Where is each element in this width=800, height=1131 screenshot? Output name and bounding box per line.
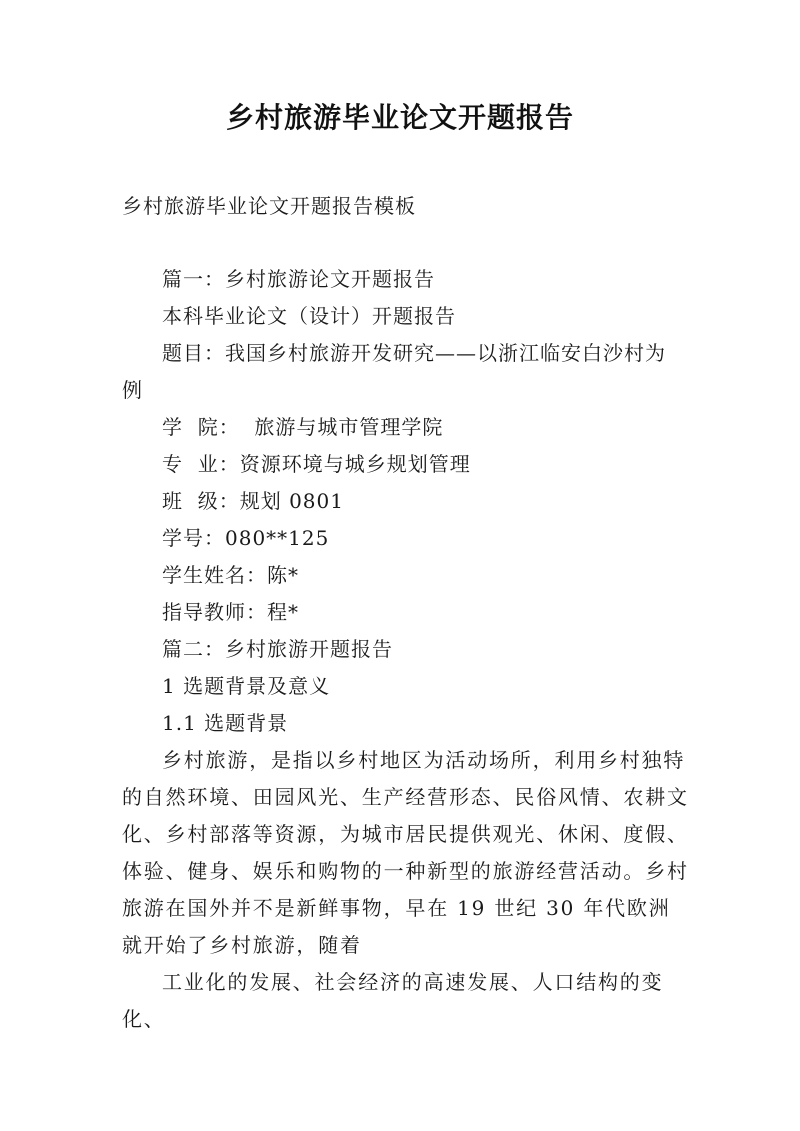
document-title: 乡村旅游毕业论文开题报告 <box>225 101 574 134</box>
body-paragraph-continued: 工业化的发展、社会经济的高速发展、人口结构的变化、 <box>122 970 664 1031</box>
major-line: 专 业：资源环境与城乡规划管理 <box>162 452 471 476</box>
report-heading: 本科毕业论文（设计）开题报告 <box>162 304 456 328</box>
student-name-line: 学生姓名：陈* <box>162 563 299 587</box>
college-line: 学 院： 旅游与城市管理学院 <box>162 415 444 439</box>
section-heading-1: 篇一：乡村旅游论文开题报告 <box>162 267 435 291</box>
chapter-heading: 1 选题背景及意义 <box>162 674 331 698</box>
advisor-line: 指导教师：程* <box>162 600 299 624</box>
document-subtitle: 乡村旅游毕业论文开题报告模板 <box>122 194 416 218</box>
topic-line-continued: 例 <box>122 378 143 402</box>
student-id-line: 学号：080**125 <box>162 526 330 550</box>
document-body <box>122 261 692 1038</box>
class-line: 班 级：规划 0801 <box>162 489 344 513</box>
body-paragraph: 乡村旅游，是指以乡村地区为活动场所，利用乡村独特的自然环境、田园风光、生产经营形态、民俗风情、农耕文化、乡村部落等资源，为城市居民提供观光、休闲、度假、体验、健身、娱乐和购物的一种新型的旅游经营活动。乡村旅游在国外并不是新鲜事物，早在 19 世纪 30 年代欧洲就开始了乡村旅游，随着 <box>122 748 689 957</box>
section-heading-2: 篇二：乡村旅游开题报告 <box>162 637 393 661</box>
subsection-heading: 1.1 选题背景 <box>162 711 289 735</box>
topic-line: 题目：我国乡村旅游开发研究——以浙江临安白沙村为 <box>162 341 666 365</box>
